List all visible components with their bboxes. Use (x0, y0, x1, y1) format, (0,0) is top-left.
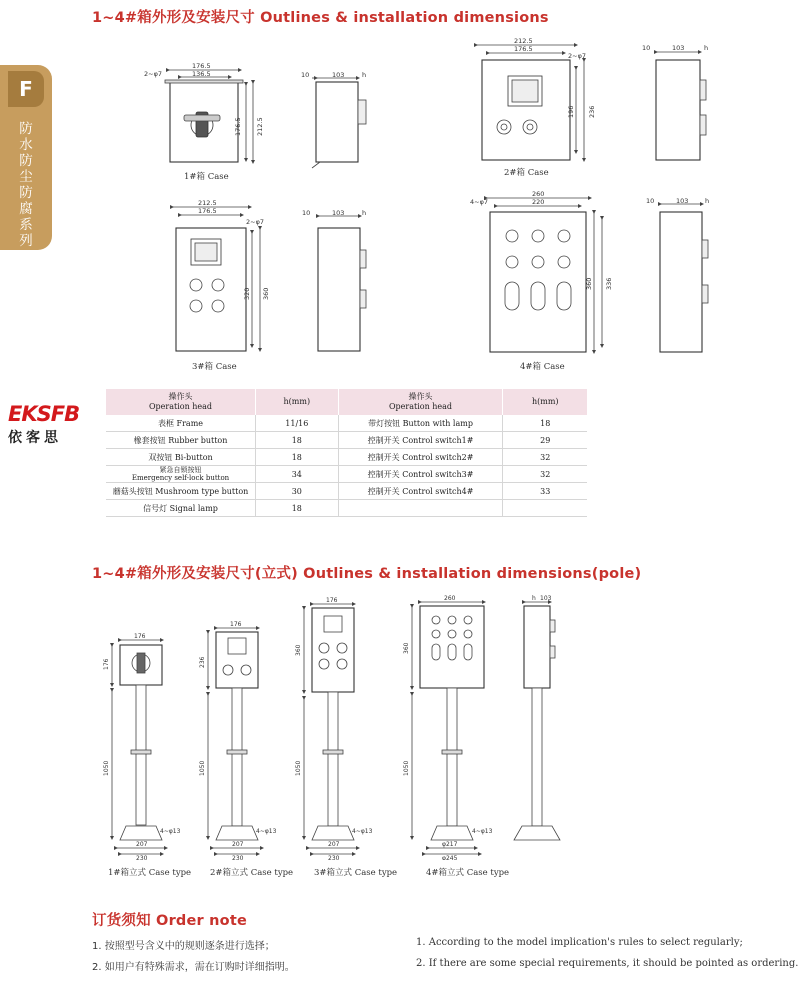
c1-side-c: h (362, 71, 367, 79)
c1-side-b: 103 (332, 71, 345, 79)
pole1-base-b: 230 (136, 855, 148, 860)
c4-side-a: 10 (646, 197, 655, 205)
c3-side-c: h (362, 209, 367, 217)
c2-side-c: h (704, 44, 709, 52)
pole1-pole-height: 1050 (103, 760, 110, 776)
brand-logo (8, 402, 100, 447)
order-note-cn-2: 2. 如用户有特殊需求，需在订购时详细指明。 (92, 962, 295, 973)
pole3-pole-height: 1050 (295, 760, 302, 776)
category-vertical-text: 防水防尘防腐系列 (19, 121, 33, 249)
c1-dim-outer: 176.5 (192, 62, 211, 70)
pole1-caption: 1#箱立式 Case type (108, 868, 192, 878)
c3-dim-hole: 2~φ7 (246, 218, 265, 226)
c3-dim-h2: 360 (262, 287, 270, 300)
table-row: 橡套按钮 Rubber button 18 控制开关 Control switch1# 29 (106, 432, 587, 449)
c1-dim-inner: 136.5 (192, 70, 211, 78)
pole-side-drawing (514, 602, 560, 840)
table-header-h1: h(mm) (256, 389, 339, 415)
pole3-drawing (304, 604, 358, 854)
brand-chinese-name: 依客思 (8, 430, 62, 446)
table-header-op1: 操作头 Operation head (106, 389, 256, 415)
pole1-base-a: 207 (136, 841, 148, 848)
c2-dim-outer: 212.5 (514, 37, 533, 45)
c2-side-b: 103 (672, 44, 685, 52)
case1-side-drawing (312, 78, 366, 168)
pole4-base-c: φ217 (442, 841, 458, 848)
brand-mark: EKSFB (8, 402, 80, 426)
c1-dim-h1: 176.5 (234, 117, 242, 136)
case4-caption: 4#箱 Case (520, 362, 565, 372)
pole1-drawing (112, 640, 166, 854)
order-note-title: 订货须知 Order note (92, 913, 247, 929)
table-row: 信号灯 Signal lamp 18 (106, 500, 587, 517)
c4-dim-hole: 4~φ7 (470, 198, 489, 206)
pole2-holes: 4~φ13 (256, 828, 277, 835)
pole1-height: 176 (103, 658, 110, 670)
c4-dim-h1: 360 (585, 277, 593, 290)
case2-caption: 2#箱 Case (504, 168, 549, 178)
case2-front-drawing (476, 45, 587, 160)
case4-side-drawing (660, 204, 708, 352)
category-letter-badge: F (8, 71, 44, 107)
table-row: 蘑菇头按钮 Mushroom type button 30 控制开关 Control switch4# 33 (106, 483, 587, 500)
pole4-width: 260 (444, 595, 456, 602)
c1-side-a: 10 (301, 71, 310, 79)
c4-dim-outer: 260 (532, 190, 545, 198)
pole3-width: 176 (326, 597, 338, 604)
pole4-pole-height: 1050 (403, 760, 410, 776)
pole2-base-b: 230 (232, 855, 244, 860)
case-drawings (0, 0, 800, 380)
pole-side-h: h (532, 595, 536, 602)
pole1-holes: 4~φ13 (160, 828, 181, 835)
pole3-base-b: 230 (328, 855, 340, 860)
table-header-row (106, 389, 587, 415)
order-note-cn-1: 1. 按照型号含义中的规则逐条进行选择； (92, 941, 275, 952)
c2-dim-inner: 176.5 (514, 45, 533, 53)
c2-dim-hole: 2~φ7 (568, 52, 587, 60)
c3-dim-h1: 320 (243, 287, 251, 300)
case3-side-drawing (318, 216, 366, 351)
c3-dim-inner: 176.5 (198, 207, 217, 215)
pole4-base-d: φ245 (442, 855, 458, 860)
c4-side-b: 103 (676, 197, 689, 205)
c2-side-a: 10 (642, 44, 651, 52)
c4-dim-inner: 220 (532, 198, 545, 206)
pole1-width: 176 (134, 633, 146, 640)
order-note-en-1: 1. According to the model implication's rules to select regularly; (416, 937, 743, 948)
pole-drawings (0, 590, 800, 860)
pole3-holes: 4~φ13 (352, 828, 373, 835)
pole3-caption: 3#箱立式 Case type (314, 868, 398, 878)
table-row: 紧急自锁按钮 Emergency self-lock button 34 控制开关 Control switch3# 32 (106, 466, 587, 483)
case2-side-drawing (656, 52, 706, 160)
pole4-caption: 4#箱立式 Case type (426, 868, 510, 878)
case1-caption: 1#箱 Case (184, 172, 229, 182)
case4-front-drawing (486, 198, 602, 352)
section-title-pole: 1~4#箱外形及安装尺寸(立式) Outlines & installation dimensions(pole) (92, 566, 642, 582)
order-note-en-2: 2. If there are some special requirements, it should be pointed as ordering. (416, 958, 799, 969)
pole4-holes: 4~φ13 (472, 828, 493, 835)
operation-head-table (106, 389, 587, 517)
pole2-caption: 2#箱立式 Case type (210, 868, 294, 878)
case3-front-drawing (172, 207, 260, 351)
pole-side-b: 103 (540, 595, 552, 602)
c3-side-b: 103 (332, 209, 345, 217)
table-row: 双按钮 Bi-button 18 控制开关 Control switch2# 32 (106, 449, 587, 466)
c3-dim-outer: 212.5 (198, 199, 217, 207)
case3-caption: 3#箱 Case (192, 362, 237, 372)
c2-dim-h1: 196 (567, 105, 575, 118)
section-title-outlines: 1~4#箱外形及安装尺寸 Outlines & installation dimensions (92, 10, 549, 26)
pole2-base-a: 207 (232, 841, 244, 848)
pole3-base-a: 207 (328, 841, 340, 848)
pole3-height: 360 (295, 644, 302, 656)
table-row: 表框 Frame 11/16 带灯按钮 Button with lamp 18 (106, 415, 587, 432)
c2-dim-h2: 236 (588, 105, 596, 118)
pole4-height: 360 (403, 642, 410, 654)
table-header-op2: 操作头 Operation head (338, 389, 503, 415)
c1-dim-hole: 2~φ7 (144, 70, 163, 78)
c4-side-c: h (705, 197, 710, 205)
c4-dim-h2: 336 (605, 277, 613, 290)
pole2-width: 176 (230, 621, 242, 628)
pole4-drawing (412, 602, 484, 854)
c3-side-a: 10 (302, 209, 311, 217)
table-header-h2: h(mm) (503, 389, 587, 415)
pole2-pole-height: 1050 (199, 760, 206, 776)
pole2-drawing (208, 628, 262, 854)
c1-dim-h2: 212.5 (256, 117, 264, 136)
pole2-height: 236 (199, 656, 206, 668)
case1-front-drawing (165, 70, 253, 162)
